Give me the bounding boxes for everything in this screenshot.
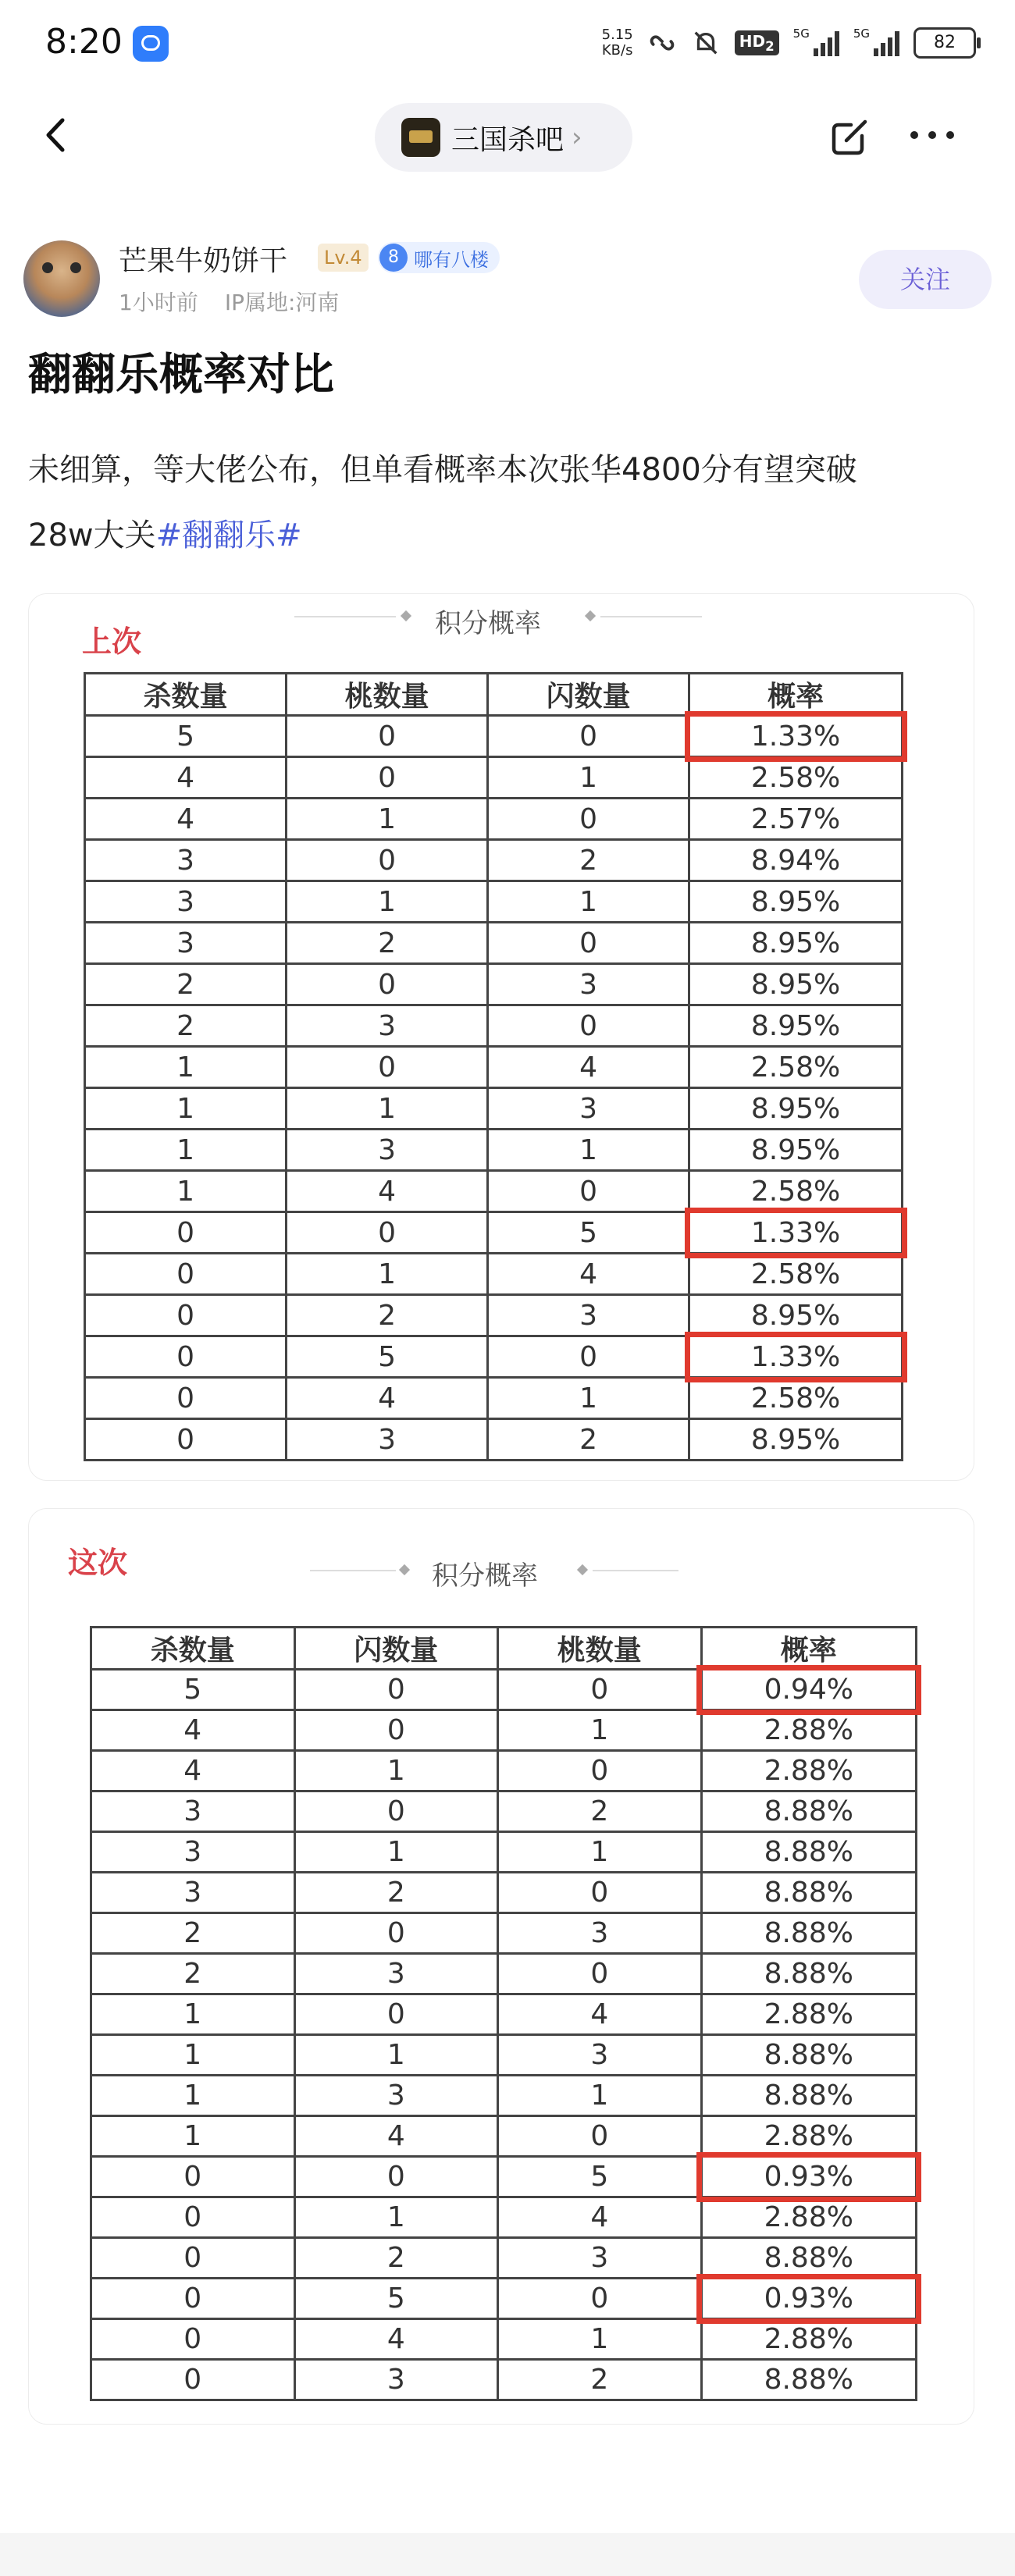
table-row	[85, 1171, 903, 1212]
chat-app-icon	[133, 26, 169, 62]
count-cell: 3	[91, 1832, 295, 1873]
probability-cell: 2.57%	[689, 799, 903, 840]
count-cell: 1	[488, 881, 689, 923]
signal-icon-1	[792, 27, 839, 56]
count-cell: 2	[294, 2238, 498, 2279]
count-cell: 3	[91, 1791, 295, 1832]
count-cell: 5	[91, 1670, 295, 1710]
probability-cell: 8.88%	[701, 2035, 916, 2076]
probability-cell: 1.33%	[689, 1212, 903, 1254]
table-row	[91, 2360, 917, 2400]
net-speed-value: 5.15	[601, 27, 633, 43]
count-cell: 1	[488, 757, 689, 799]
count-cell: 2	[294, 1873, 498, 1913]
probability-table-last	[84, 672, 903, 1461]
probability-cell: 8.95%	[689, 1088, 903, 1130]
count-cell: 1	[498, 2319, 702, 2360]
count-cell: 0	[488, 1171, 689, 1212]
table-row	[85, 1212, 903, 1254]
hd-voice-icon	[735, 30, 779, 55]
count-cell: 0	[85, 1336, 287, 1378]
image-card-last[interactable]	[28, 593, 974, 1481]
count-cell: 5	[85, 716, 287, 757]
count-cell: 3	[488, 1295, 689, 1336]
medal-text: 哪有八楼	[414, 248, 489, 271]
column-header: 闪数量	[488, 674, 689, 716]
table-row	[85, 757, 903, 799]
probability-cell: 8.88%	[701, 2076, 916, 2116]
table-row	[85, 1088, 903, 1130]
count-cell: 0	[294, 1913, 498, 1954]
count-cell: 1	[488, 1130, 689, 1171]
count-cell: 4	[85, 757, 287, 799]
count-cell: 3	[287, 1005, 488, 1047]
probability-cell: 8.95%	[689, 881, 903, 923]
medal-number: 8	[379, 244, 408, 272]
count-cell: 5	[294, 2279, 498, 2319]
count-cell: 0	[488, 1336, 689, 1378]
status-time: 8:20	[45, 22, 123, 62]
count-cell: 0	[488, 923, 689, 964]
probability-cell: 0.93%	[701, 2279, 916, 2319]
column-header: 桃数量	[498, 1628, 702, 1670]
count-cell: 1	[287, 1088, 488, 1130]
count-cell: 0	[287, 840, 488, 881]
column-header: 概率	[689, 674, 903, 716]
count-cell: 1	[91, 2035, 295, 2076]
net-speed	[602, 27, 633, 59]
forum-name: 三国杀吧	[451, 123, 564, 156]
count-cell: 0	[287, 964, 488, 1005]
count-cell: 2	[287, 1295, 488, 1336]
count-cell: 1	[287, 799, 488, 840]
count-cell: 1	[498, 1710, 702, 1751]
count-cell: 4	[498, 2197, 702, 2238]
table-row	[85, 716, 903, 757]
count-cell: 0	[91, 2319, 295, 2360]
table-row	[91, 1994, 917, 2035]
probability-cell: 8.88%	[701, 2238, 916, 2279]
count-cell: 5	[287, 1336, 488, 1378]
table-row	[85, 1336, 903, 1378]
count-cell: 3	[488, 1088, 689, 1130]
count-cell: 0	[85, 1419, 287, 1461]
probability-cell: 2.58%	[689, 1047, 903, 1088]
count-cell: 0	[91, 2238, 295, 2279]
probability-cell: 8.95%	[689, 1005, 903, 1047]
probability-cell: 0.94%	[701, 1670, 916, 1710]
count-cell: 0	[287, 1047, 488, 1088]
column-header: 杀数量	[91, 1628, 295, 1670]
table-row	[91, 1832, 917, 1873]
count-cell: 1	[85, 1130, 287, 1171]
edit-icon[interactable]	[828, 112, 874, 159]
probability-cell: 8.95%	[689, 1295, 903, 1336]
count-cell: 3	[294, 2360, 498, 2400]
count-cell: 4	[287, 1171, 488, 1212]
table-row	[91, 2319, 917, 2360]
probability-cell: 0.93%	[701, 2157, 916, 2197]
count-cell: 4	[91, 1710, 295, 1751]
count-cell: 0	[498, 2116, 702, 2157]
table-row	[85, 1295, 903, 1336]
table-row	[91, 2279, 917, 2319]
count-cell: 4	[488, 1254, 689, 1295]
column-header: 闪数量	[294, 1628, 498, 1670]
forum-logo	[401, 118, 440, 157]
table-row	[85, 1378, 903, 1419]
count-cell: 0	[488, 799, 689, 840]
count-cell: 2	[498, 1791, 702, 1832]
count-cell: 1	[488, 1378, 689, 1419]
count-cell: 0	[91, 2157, 295, 2197]
count-cell: 3	[498, 1913, 702, 1954]
probability-table-this	[90, 1626, 917, 2401]
count-cell: 4	[91, 1751, 295, 1791]
back-arrow-icon[interactable]	[37, 116, 77, 155]
count-cell: 1	[294, 1751, 498, 1791]
count-cell: 0	[287, 1212, 488, 1254]
probability-cell: 2.58%	[689, 1171, 903, 1212]
column-header: 杀数量	[85, 674, 287, 716]
image-card-this[interactable]	[28, 1508, 974, 2425]
table-row	[85, 1254, 903, 1295]
count-cell: 1	[294, 2035, 498, 2076]
probability-cell: 2.88%	[701, 2319, 916, 2360]
status-bar	[0, 0, 1015, 86]
count-cell: 0	[287, 757, 488, 799]
count-cell: 0	[85, 1212, 287, 1254]
table-row	[91, 1791, 917, 1832]
level-badge: Lv.4	[318, 244, 369, 272]
more-options-icon[interactable]	[910, 131, 954, 139]
count-cell: 1	[91, 2076, 295, 2116]
count-cell: 0	[85, 1254, 287, 1295]
count-cell: 3	[294, 1954, 498, 1994]
count-cell: 1	[85, 1047, 287, 1088]
count-cell: 2	[85, 964, 287, 1005]
card-heading-last: 积分概率	[435, 608, 541, 639]
probability-cell: 2.88%	[701, 2197, 916, 2238]
count-cell: 1	[85, 1088, 287, 1130]
count-cell: 4	[488, 1047, 689, 1088]
follow-button[interactable]: 关注	[859, 250, 992, 309]
count-cell: 1	[294, 1832, 498, 1873]
table-row	[91, 1913, 917, 1954]
count-cell: 1	[85, 1171, 287, 1212]
table-row	[85, 881, 903, 923]
table-row	[91, 2116, 917, 2157]
post-time: 1小时前	[119, 290, 198, 315]
count-cell: 3	[287, 1130, 488, 1171]
chevron-right-icon: ›	[572, 122, 582, 153]
count-cell: 1	[287, 881, 488, 923]
probability-cell: 8.88%	[701, 1954, 916, 1994]
probability-cell: 1.33%	[689, 716, 903, 757]
count-cell: 3	[287, 1419, 488, 1461]
count-cell: 2	[488, 1419, 689, 1461]
probability-cell: 8.88%	[701, 1913, 916, 1954]
count-cell: 0	[85, 1378, 287, 1419]
battery-level: 82	[934, 33, 956, 52]
count-cell: 5	[488, 1212, 689, 1254]
table-row	[91, 1670, 917, 1710]
probability-cell: 2.58%	[689, 1378, 903, 1419]
count-cell: 0	[498, 1873, 702, 1913]
count-cell: 2	[91, 1954, 295, 1994]
count-cell: 2	[488, 840, 689, 881]
count-cell: 0	[91, 2279, 295, 2319]
probability-cell: 8.88%	[701, 1832, 916, 1873]
medal-badge	[378, 242, 500, 273]
table-row	[85, 1047, 903, 1088]
count-cell: 2	[287, 923, 488, 964]
count-cell: 1	[498, 1832, 702, 1873]
table-row	[85, 1130, 903, 1171]
probability-cell: 8.88%	[701, 2360, 916, 2400]
count-cell: 3	[488, 964, 689, 1005]
count-cell: 0	[488, 716, 689, 757]
net-speed-unit: KB/s	[601, 42, 633, 59]
top-nav	[0, 94, 1015, 180]
post-author	[23, 234, 992, 320]
probability-cell: 1.33%	[689, 1336, 903, 1378]
card-label-last: 上次	[82, 624, 142, 659]
author-name[interactable]: 芒果牛奶饼干	[119, 245, 288, 277]
count-cell: 0	[498, 2279, 702, 2319]
count-cell: 0	[488, 1005, 689, 1047]
avatar[interactable]	[23, 240, 100, 317]
count-cell: 4	[85, 799, 287, 840]
count-cell: 3	[91, 1873, 295, 1913]
count-cell: 0	[498, 1751, 702, 1791]
hd-sub: 2	[765, 39, 775, 54]
count-cell: 1	[294, 2197, 498, 2238]
table-row	[91, 1710, 917, 1751]
table-row	[85, 923, 903, 964]
count-cell: 3	[498, 2035, 702, 2076]
count-cell: 4	[294, 2116, 498, 2157]
probability-cell: 2.58%	[689, 757, 903, 799]
post-title: 翻翻乐概率对比	[28, 350, 334, 400]
column-header: 概率	[701, 1628, 916, 1670]
probability-cell: 8.88%	[701, 1791, 916, 1832]
count-cell: 1	[287, 1254, 488, 1295]
bottom-bar	[0, 2533, 1015, 2576]
count-cell: 1	[498, 2076, 702, 2116]
sim2-label: 5G	[853, 27, 870, 41]
count-cell: 0	[294, 1791, 498, 1832]
mute-bell-icon	[691, 28, 721, 58]
table-row	[85, 799, 903, 840]
forum-pill-button[interactable]	[375, 103, 632, 172]
count-cell: 2	[85, 1005, 287, 1047]
count-cell: 0	[85, 1295, 287, 1336]
probability-cell: 8.95%	[689, 923, 903, 964]
hd-label: HD	[739, 32, 766, 51]
table-row	[85, 964, 903, 1005]
probability-cell: 8.95%	[689, 1419, 903, 1461]
probability-cell: 8.88%	[701, 1873, 916, 1913]
probability-cell: 8.95%	[689, 964, 903, 1005]
table-row	[85, 1005, 903, 1047]
table-row	[91, 2197, 917, 2238]
table-row	[85, 840, 903, 881]
sim1-label: 5G	[792, 27, 810, 41]
probability-cell: 8.94%	[689, 840, 903, 881]
count-cell: 2	[498, 2360, 702, 2400]
probability-cell: 2.88%	[701, 2116, 916, 2157]
count-cell: 4	[294, 2319, 498, 2360]
hashtag-link[interactable]: #翻翻乐#	[155, 518, 302, 553]
count-cell: 3	[294, 2076, 498, 2116]
count-cell: 3	[498, 2238, 702, 2279]
count-cell: 5	[498, 2157, 702, 2197]
count-cell: 0	[91, 2360, 295, 2400]
post-meta	[119, 286, 339, 317]
card-label-this: 这次	[68, 1546, 128, 1580]
table-row	[91, 1954, 917, 1994]
count-cell: 0	[287, 716, 488, 757]
ip-location: IP属地:河南	[224, 290, 340, 315]
count-cell: 1	[91, 2116, 295, 2157]
table-header-row	[85, 674, 903, 716]
count-cell: 0	[91, 2197, 295, 2238]
link-icon	[647, 28, 677, 58]
probability-cell: 2.88%	[701, 1710, 916, 1751]
table-row	[91, 1873, 917, 1913]
count-cell: 0	[294, 1994, 498, 2035]
probability-cell: 8.95%	[689, 1130, 903, 1171]
table-row	[91, 1751, 917, 1791]
count-cell: 1	[91, 1994, 295, 2035]
count-cell: 0	[294, 1710, 498, 1751]
count-cell: 3	[85, 840, 287, 881]
post-body	[28, 437, 981, 568]
post-body-line1: 未细算，等大佬公布，但单看概率本次张华4800分有望突破	[28, 452, 857, 488]
count-cell: 0	[294, 1670, 498, 1710]
card-heading-this: 积分概率	[432, 1560, 538, 1592]
signal-icon-2	[853, 27, 899, 56]
table-row	[91, 2076, 917, 2116]
battery-icon	[914, 27, 976, 59]
count-cell: 2	[91, 1913, 295, 1954]
probability-cell: 2.88%	[701, 1994, 916, 2035]
count-cell: 0	[498, 1954, 702, 1994]
column-header: 桃数量	[287, 674, 488, 716]
count-cell: 0	[294, 2157, 498, 2197]
probability-cell: 2.88%	[701, 1751, 916, 1791]
table-row	[85, 1419, 903, 1461]
count-cell: 4	[498, 1994, 702, 2035]
table-header-row	[91, 1628, 917, 1670]
count-cell: 3	[85, 881, 287, 923]
probability-cell: 2.58%	[689, 1254, 903, 1295]
count-cell: 3	[85, 923, 287, 964]
table-row	[91, 2238, 917, 2279]
count-cell: 0	[498, 1670, 702, 1710]
post-body-line2: 28w大关	[28, 518, 156, 553]
table-row	[91, 2157, 917, 2197]
count-cell: 4	[287, 1378, 488, 1419]
table-row	[91, 2035, 917, 2076]
